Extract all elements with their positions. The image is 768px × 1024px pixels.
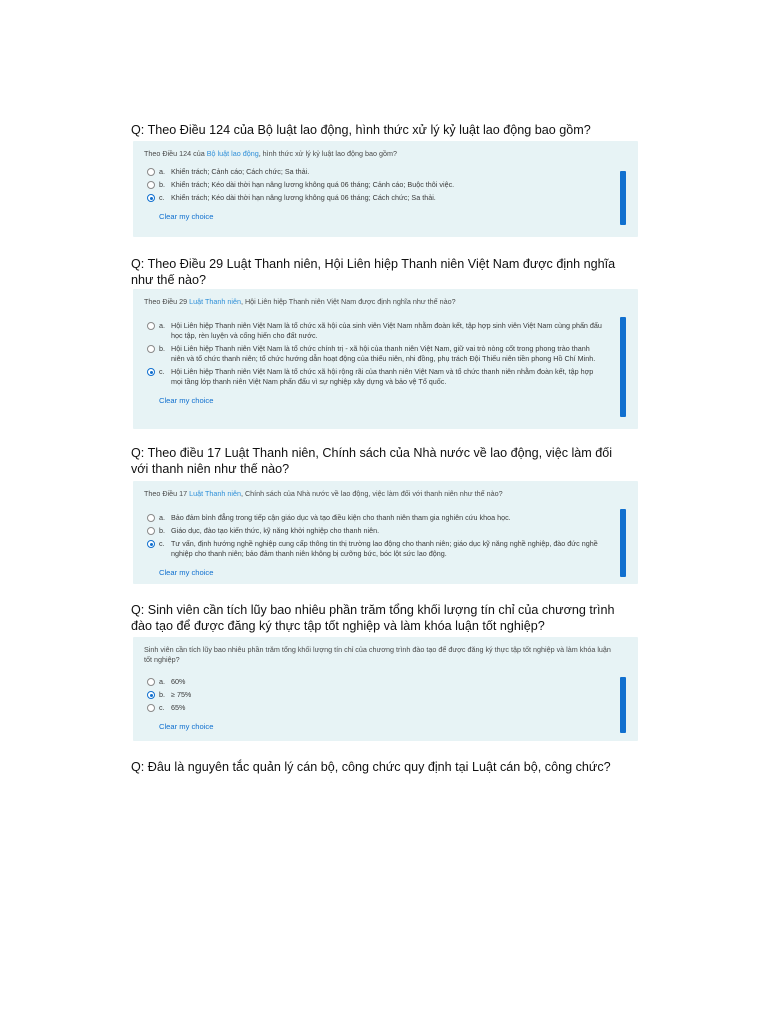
option-letter: b. [159,180,165,189]
radio-button-selected[interactable] [147,368,155,376]
prompt-text: Sinh viên cần tích lũy bao nhiêu phần trăm tổng khối lượng tín chỉ của chương trình đào tạo để được đăng ký thực tập tốt nghiệp và làm khóa luận tốt nghiệp? [144,645,611,664]
accent-bar [620,677,626,733]
prompt-text: , Hội Liên hiệp Thanh niên Việt Nam được định nghĩa như thế nào? [240,297,456,306]
option-letter: a. [159,321,165,330]
answer-option[interactable] [144,677,626,687]
radio-button-selected[interactable] [147,540,155,548]
clear-choice-link[interactable]: Clear my choice [159,568,214,577]
answer-option[interactable] [144,167,626,177]
radio-button[interactable] [147,678,155,686]
answer-option[interactable] [144,321,626,341]
radio-button[interactable] [147,181,155,189]
answer-option[interactable] [144,513,626,523]
option-text: ≥ 75% [171,690,192,699]
question-heading: Q: Theo Điều 29 Luật Thanh niên, Hội Liên hiệp Thanh niên Việt Nam được định nghĩa như thế nào? [131,257,616,287]
quiz-panel [133,481,638,584]
answer-option[interactable] [144,193,626,203]
option-text: Khiển trách; Cảnh cáo; Cách chức; Sa thải. [171,167,310,176]
answer-option[interactable] [144,180,626,190]
option-text: Khiển trách; Kéo dài thời hạn nâng lương không quá 06 tháng; Cảnh cáo; Buộc thôi việc. [171,180,455,189]
answer-option[interactable] [144,344,626,364]
clear-choice-link[interactable]: Clear my choice [159,396,214,405]
question-heading: Q: Theo điều 17 Luật Thanh niên, Chính sách của Nhà nước về lao động, việc làm đối với thanh niên như thế nào? [131,446,613,476]
radio-button-selected[interactable] [147,691,155,699]
radio-button[interactable] [147,527,155,535]
quiz-panel [133,289,638,429]
prompt-text: Theo Điều 29 [144,297,190,306]
option-letter: a. [159,677,165,686]
option-text: Hội Liên hiệp Thanh niên Việt Nam là tổ chức xã hội rộng rãi của thanh niên Việt Nam và tổ chức thanh niên nhằm đoàn kết, tập hợp mọi tầng lớp thanh niên Việt Nam phấn đấu vì sự nghiệp xây dựng và bảo vệ Tổ quốc. [171,367,594,386]
radio-button[interactable] [147,514,155,522]
answer-option[interactable] [144,703,626,713]
prompt-text: , hình thức xử lý kỷ luật lao động bao gồm? [258,149,397,158]
clear-choice-link[interactable]: Clear my choice [159,212,214,221]
answer-option[interactable] [144,690,626,700]
question-prompt [144,149,626,159]
option-letter: c. [159,367,165,376]
accent-bar [620,171,626,225]
question-prompt [144,297,626,307]
prompt-text: Theo Điều 124 của [144,149,207,158]
question-prompt [144,645,626,665]
question-heading: Q: Sinh viên cần tích lũy bao nhiêu phần trăm tổng khối lượng tín chỉ của chương trình đào tạo để được đăng ký thực tập tốt nghiệp và làm khóa luận tốt nghiệp? [131,603,615,633]
option-letter: b. [159,526,165,535]
question-prompt [144,489,626,499]
radio-button[interactable] [147,322,155,330]
option-text: Giáo dục, đào tạo kiến thức, kỹ năng khởi nghiệp cho thanh niên. [171,526,380,535]
radio-button[interactable] [147,168,155,176]
answer-option[interactable] [144,367,626,387]
accent-bar [620,317,626,417]
answer-option[interactable] [144,539,626,559]
prompt-text: Theo Điều 17 [144,489,190,498]
option-text: Tư vấn, định hướng nghề nghiệp cung cấp thông tin thị trường lao động cho thanh niên; giáo dục kỹ năng nghề nghiệp, đào đức nghề nghiệp cho thanh niên; bảo đảm thanh niên không bị cưỡng bức, bóc lột sức lao động. [171,539,598,558]
question-heading: Q: Đâu là nguyên tắc quản lý cán bộ, công chức quy định tại Luật cán bộ, công chức? [131,760,611,774]
question-heading: Q: Theo Điều 124 của Bộ luật lao động, hình thức xử lý kỷ luật lao động bao gồm? [131,123,591,137]
option-text: 60% [171,677,186,686]
option-letter: a. [159,167,165,176]
prompt-link[interactable]: Luật Thanh niên [189,297,241,306]
accent-bar [620,509,626,577]
option-text: 65% [171,703,186,712]
quiz-panel [133,637,638,741]
option-letter: b. [159,344,165,353]
option-text: Bảo đảm bình đẳng trong tiếp cận giáo dục và tạo điều kiện cho thanh niên tham gia nghiên cứu khoa học. [171,513,511,522]
option-text: Hội Liên hiệp Thanh niên Việt Nam là tổ chức xã hội của sinh viên Việt Nam nhằm đoàn kết, tập hợp sinh viên Việt Nam cùng phấn đấu học tập, rèn luyện và cống hiến cho đất nước. [171,321,602,340]
radio-button[interactable] [147,345,155,353]
radio-button[interactable] [147,704,155,712]
answer-option[interactable] [144,526,626,536]
option-letter: c. [159,703,165,712]
option-letter: c. [159,539,165,548]
option-letter: a. [159,513,165,522]
clear-choice-link[interactable]: Clear my choice [159,722,214,731]
radio-button-selected[interactable] [147,194,155,202]
prompt-text: , Chính sách của Nhà nước về lao động, việc làm đối với thanh niên như thế nào? [240,489,503,498]
quiz-panel [133,141,638,237]
prompt-link[interactable]: Bộ luật lao động [206,149,259,158]
option-letter: b. [159,690,165,699]
option-text: Khiển trách; Kéo dài thời hạn nâng lương không quá 06 tháng; Cách chức; Sa thải. [171,193,436,202]
option-text: Hội Liên hiệp Thanh niên Việt Nam là tổ chức chính trị - xã hội của thanh niên Việt Nam, giữ vai trò nòng cốt trong phong trào thanh niên và tổ chức thanh niên; tổ chức hướng dẫn hoạt động của thiếu niên, nhi đồng, phụ trách Đội Thiếu niên tiền phong Hồ Chí Minh. [171,344,596,363]
option-letter: c. [159,193,165,202]
prompt-link[interactable]: Luật Thanh niên [189,489,241,498]
